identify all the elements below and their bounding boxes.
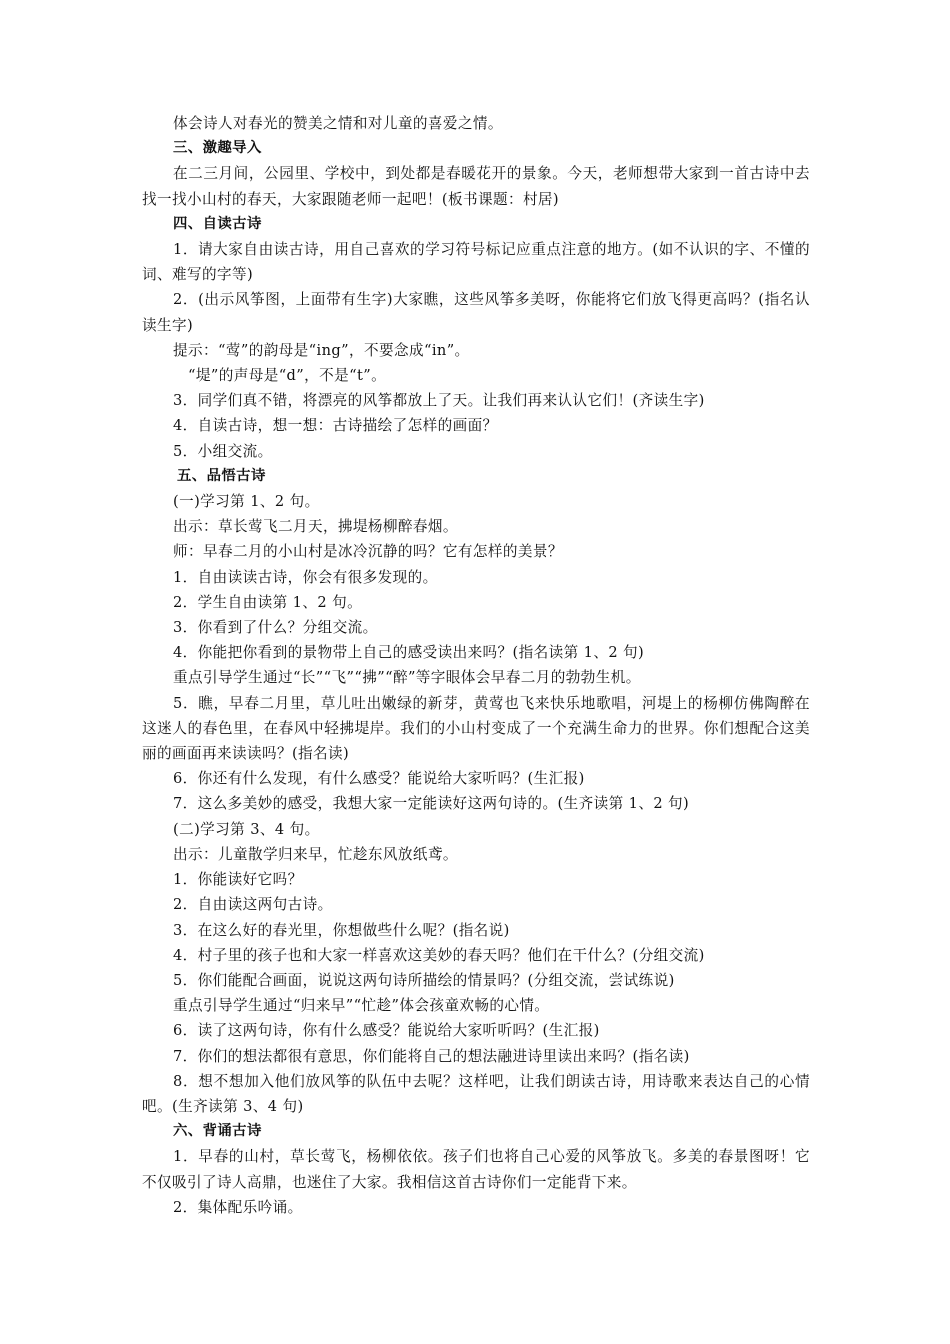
paragraph: 在二三月间，公园里、学校中，到处都是春暖花开的景象。今天，老师想带大家到一首古诗中去找一找小山村的春天，大家跟随老师一起吧！(板书课题：村居) xyxy=(142,165,810,208)
paragraph: 师：早春二月的小山村是冰冷沉静的吗？它有怎样的美景？ xyxy=(173,543,563,561)
paragraph: 出示：儿童散学归来早，忙趁东风放纸鸢。 xyxy=(173,845,458,863)
document-body xyxy=(142,111,810,1220)
paragraph: 1．你能读好它吗？ xyxy=(173,871,303,889)
paragraph: 4．你能把你看到的景物带上自己的感受读出来吗？(指名读第 1、2 句) xyxy=(173,644,645,662)
paragraph: 8．想不想加入他们放风筝的队伍中去呢？这样吧，让我们朗读古诗，用诗歌来表达自己的心情吧。(生齐读第 3、4 句) xyxy=(142,1072,810,1115)
section-heading: 五、品悟古诗 xyxy=(177,467,266,484)
paragraph: 2．(出示风筝图，上面带有生字)大家瞧，这些风筝多美呀，你能将它们放飞得更高吗？(指名认读生字) xyxy=(142,291,810,334)
paragraph: 3．在这么好的春光里，你想做些什么呢？(指名说) xyxy=(173,921,510,939)
section-heading: 四、自读古诗 xyxy=(173,215,262,232)
section-heading: 三、激趣导入 xyxy=(173,140,262,157)
paragraph: 4．自读古诗，想一想：古诗描绘了怎样的画面？ xyxy=(173,417,498,435)
section-heading: 六、背诵古诗 xyxy=(173,1123,262,1140)
paragraph: 7．这么多美妙的感受，我想大家一定能读好这两句诗的。(生齐读第 1、2 句) xyxy=(173,795,690,813)
paragraph: 3．你看到了什么？分组交流。 xyxy=(173,619,378,637)
paragraph: 出示：草长莺飞二月天，拂堤杨柳醉春烟。 xyxy=(173,518,458,536)
paragraph: (一)学习第 1、2 句。 xyxy=(173,493,320,511)
paragraph: 1．自由读读古诗，你会有很多发现的。 xyxy=(173,568,438,586)
paragraph: 2．自由读这两句古诗。 xyxy=(173,896,333,914)
paragraph: 4．村子里的孩子也和大家一样喜欢这美妙的春天吗？他们在干什么？(分组交流) xyxy=(173,946,705,964)
paragraph: “堤”的声母是“d”，不是“t”。 xyxy=(188,367,387,385)
paragraph: 重点引导学生通过“归来早”“忙趁”体会孩童欢畅的心情。 xyxy=(173,997,550,1015)
paragraph: 3．同学们真不错，将漂亮的风筝都放上了天。让我们再来认认它们！(齐读生字) xyxy=(173,392,705,410)
paragraph: 5．你们能配合画面，说说这两句诗所描绘的情景吗？(分组交流，尝试练说) xyxy=(173,971,675,989)
paragraph: 提示：“莺”的韵母是“ing”，不要念成“in”。 xyxy=(173,341,470,359)
paragraph: 1．请大家自由读古诗，用自己喜欢的学习符号标记应重点注意的地方。(如不认识的字、不懂的词、难写的字等) xyxy=(142,241,810,284)
paragraph: 体会诗人对春光的赞美之情和对儿童的喜爱之情。 xyxy=(173,115,503,132)
paragraph: 2．集体配乐吟诵。 xyxy=(173,1198,303,1216)
paragraph: 6．读了这两句诗，你有什么感受？能说给大家听听吗？(生汇报) xyxy=(173,1022,600,1040)
paragraph: 1．早春的山村，草长莺飞，杨柳依依。孩子们也将自己心爱的风筝放飞。多美的春景图呀！它不仅吸引了诗人高鼎，也迷住了大家。我相信这首古诗你们一定能背下来。 xyxy=(142,1148,810,1191)
paragraph: 2．学生自由读第 1、2 句。 xyxy=(173,593,363,611)
paragraph: (二)学习第 3、4 句。 xyxy=(173,820,320,838)
paragraph: 5．瞧，早春二月里，草儿吐出嫩绿的新芽，黄莺也飞来快乐地歌唱，河堤上的杨柳仿佛陶醉在这迷人的春色里，在春风中轻拂堤岸。我们的小山村变成了一个充满生命力的世界。你们想配合这美丽的画面再来读读吗？(指名读) xyxy=(142,694,810,763)
paragraph: 7．你们的想法都很有意思，你们能将自己的想法融进诗里读出来吗？(指名读) xyxy=(173,1047,690,1065)
paragraph: 重点引导学生通过“长”“飞”“拂”“醉”等字眼体会早春二月的勃勃生机。 xyxy=(173,669,641,687)
paragraph: 6．你还有什么发现，有什么感受？能说给大家听吗？(生汇报) xyxy=(173,770,585,788)
paragraph: 5．小组交流。 xyxy=(173,442,273,460)
